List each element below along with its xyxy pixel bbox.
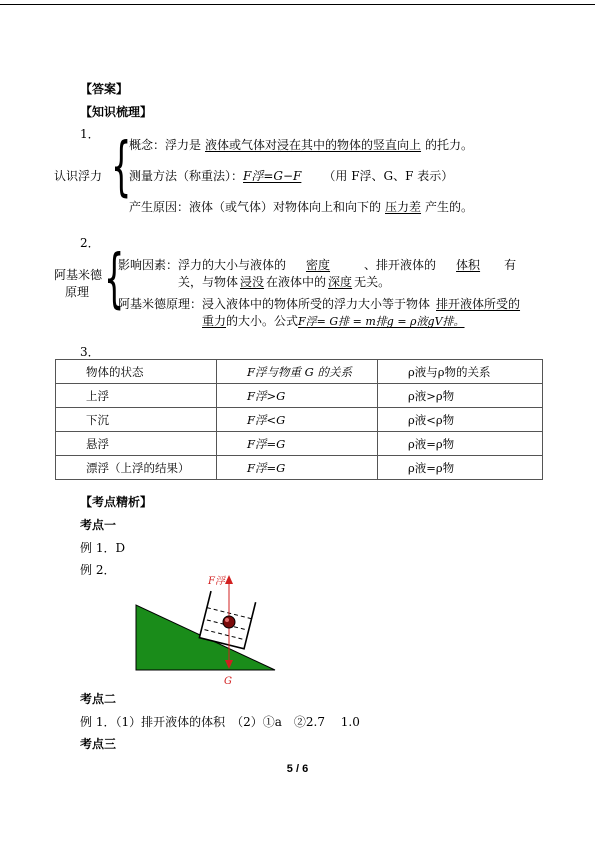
table-cell: F浮=G bbox=[217, 432, 378, 456]
s1-group-label: 认识浮力 bbox=[54, 169, 103, 183]
ball-highlight bbox=[225, 618, 229, 622]
table-cell: 上浮 bbox=[56, 384, 217, 408]
table-header-cell: ρ液与ρ物的关系 bbox=[378, 360, 543, 384]
s2-brace: { bbox=[104, 242, 125, 316]
knowledge-heading: 【知识梳理】 bbox=[80, 105, 153, 119]
analysis-heading: 【考点精析】 bbox=[80, 495, 153, 509]
table-cell: F浮=G bbox=[217, 456, 378, 480]
table-cell: ρ液>ρ物 bbox=[378, 384, 543, 408]
s2-line4: 重力的大小。公式F浮= G排 = m排g = ρ液gV排。 bbox=[202, 314, 465, 328]
table-cell: ρ液<ρ物 bbox=[378, 408, 543, 432]
s2-line1: 影响因素：浮力的大小与液体的 密度 、排开液体的 体积 有 bbox=[118, 258, 517, 272]
ball bbox=[223, 616, 235, 628]
s1-brace: { bbox=[111, 130, 132, 204]
table-header-cell: 物体的状态 bbox=[56, 360, 217, 384]
s1-line3: 产生原因：液体（或气体）对物体向上和向下的 压力差 产生的。 bbox=[129, 200, 474, 214]
table-cell: F浮<G bbox=[217, 408, 378, 432]
s2-line3: 阿基米德原理：浸入液体中的物体所受的浮力大小等于物体 排开液体所受的 bbox=[118, 297, 521, 311]
s1-line1: 概念：浮力是 液体或气体对浸在其中的物体的竖直向上 的托力。 bbox=[129, 138, 474, 152]
table-cell: F浮>G bbox=[217, 384, 378, 408]
gravity-label: G bbox=[224, 676, 232, 687]
s2-group-label-2: 原理 bbox=[65, 285, 90, 299]
s1-number: 1． bbox=[80, 127, 100, 141]
page-number: 5 / 6 bbox=[286, 763, 309, 775]
s1-line2: 测量方法（称重法）：F浮=G−F （用 F浮、G、F 表示） bbox=[129, 169, 454, 183]
topic2-heading: 考点二 bbox=[80, 692, 117, 706]
buoyancy-arrowhead bbox=[225, 575, 233, 584]
topic3-heading: 考点三 bbox=[80, 737, 117, 751]
topic2-example1: 例 1．（1）排开液体的体积 （2）①a ②2.7 1.0 bbox=[80, 715, 360, 729]
topic1-example1: 例 1．D bbox=[80, 541, 126, 555]
s3-number: 3． bbox=[80, 345, 100, 359]
topic1-heading: 考点一 bbox=[80, 518, 117, 532]
table-cell: 漂浮（上浮的结果） bbox=[56, 456, 217, 480]
s2-line2: 关，与物体 浸没 在液体中的 深度 无关。 bbox=[178, 275, 391, 289]
answer-heading: 【答案】 bbox=[80, 82, 129, 96]
table-cell: 悬浮 bbox=[56, 432, 217, 456]
topic1-example2: 例 2． bbox=[80, 563, 116, 577]
table-cell: 下沉 bbox=[56, 408, 217, 432]
table-cell: ρ液=ρ物 bbox=[378, 432, 543, 456]
table-header-cell: F浮与物重 G 的关系 bbox=[217, 360, 378, 384]
table-cell: ρ液=ρ物 bbox=[378, 456, 543, 480]
s2-group-label-1: 阿基米德 bbox=[54, 268, 103, 282]
buoyancy-label: F浮 bbox=[208, 576, 225, 587]
s2-number: 2． bbox=[80, 236, 100, 250]
